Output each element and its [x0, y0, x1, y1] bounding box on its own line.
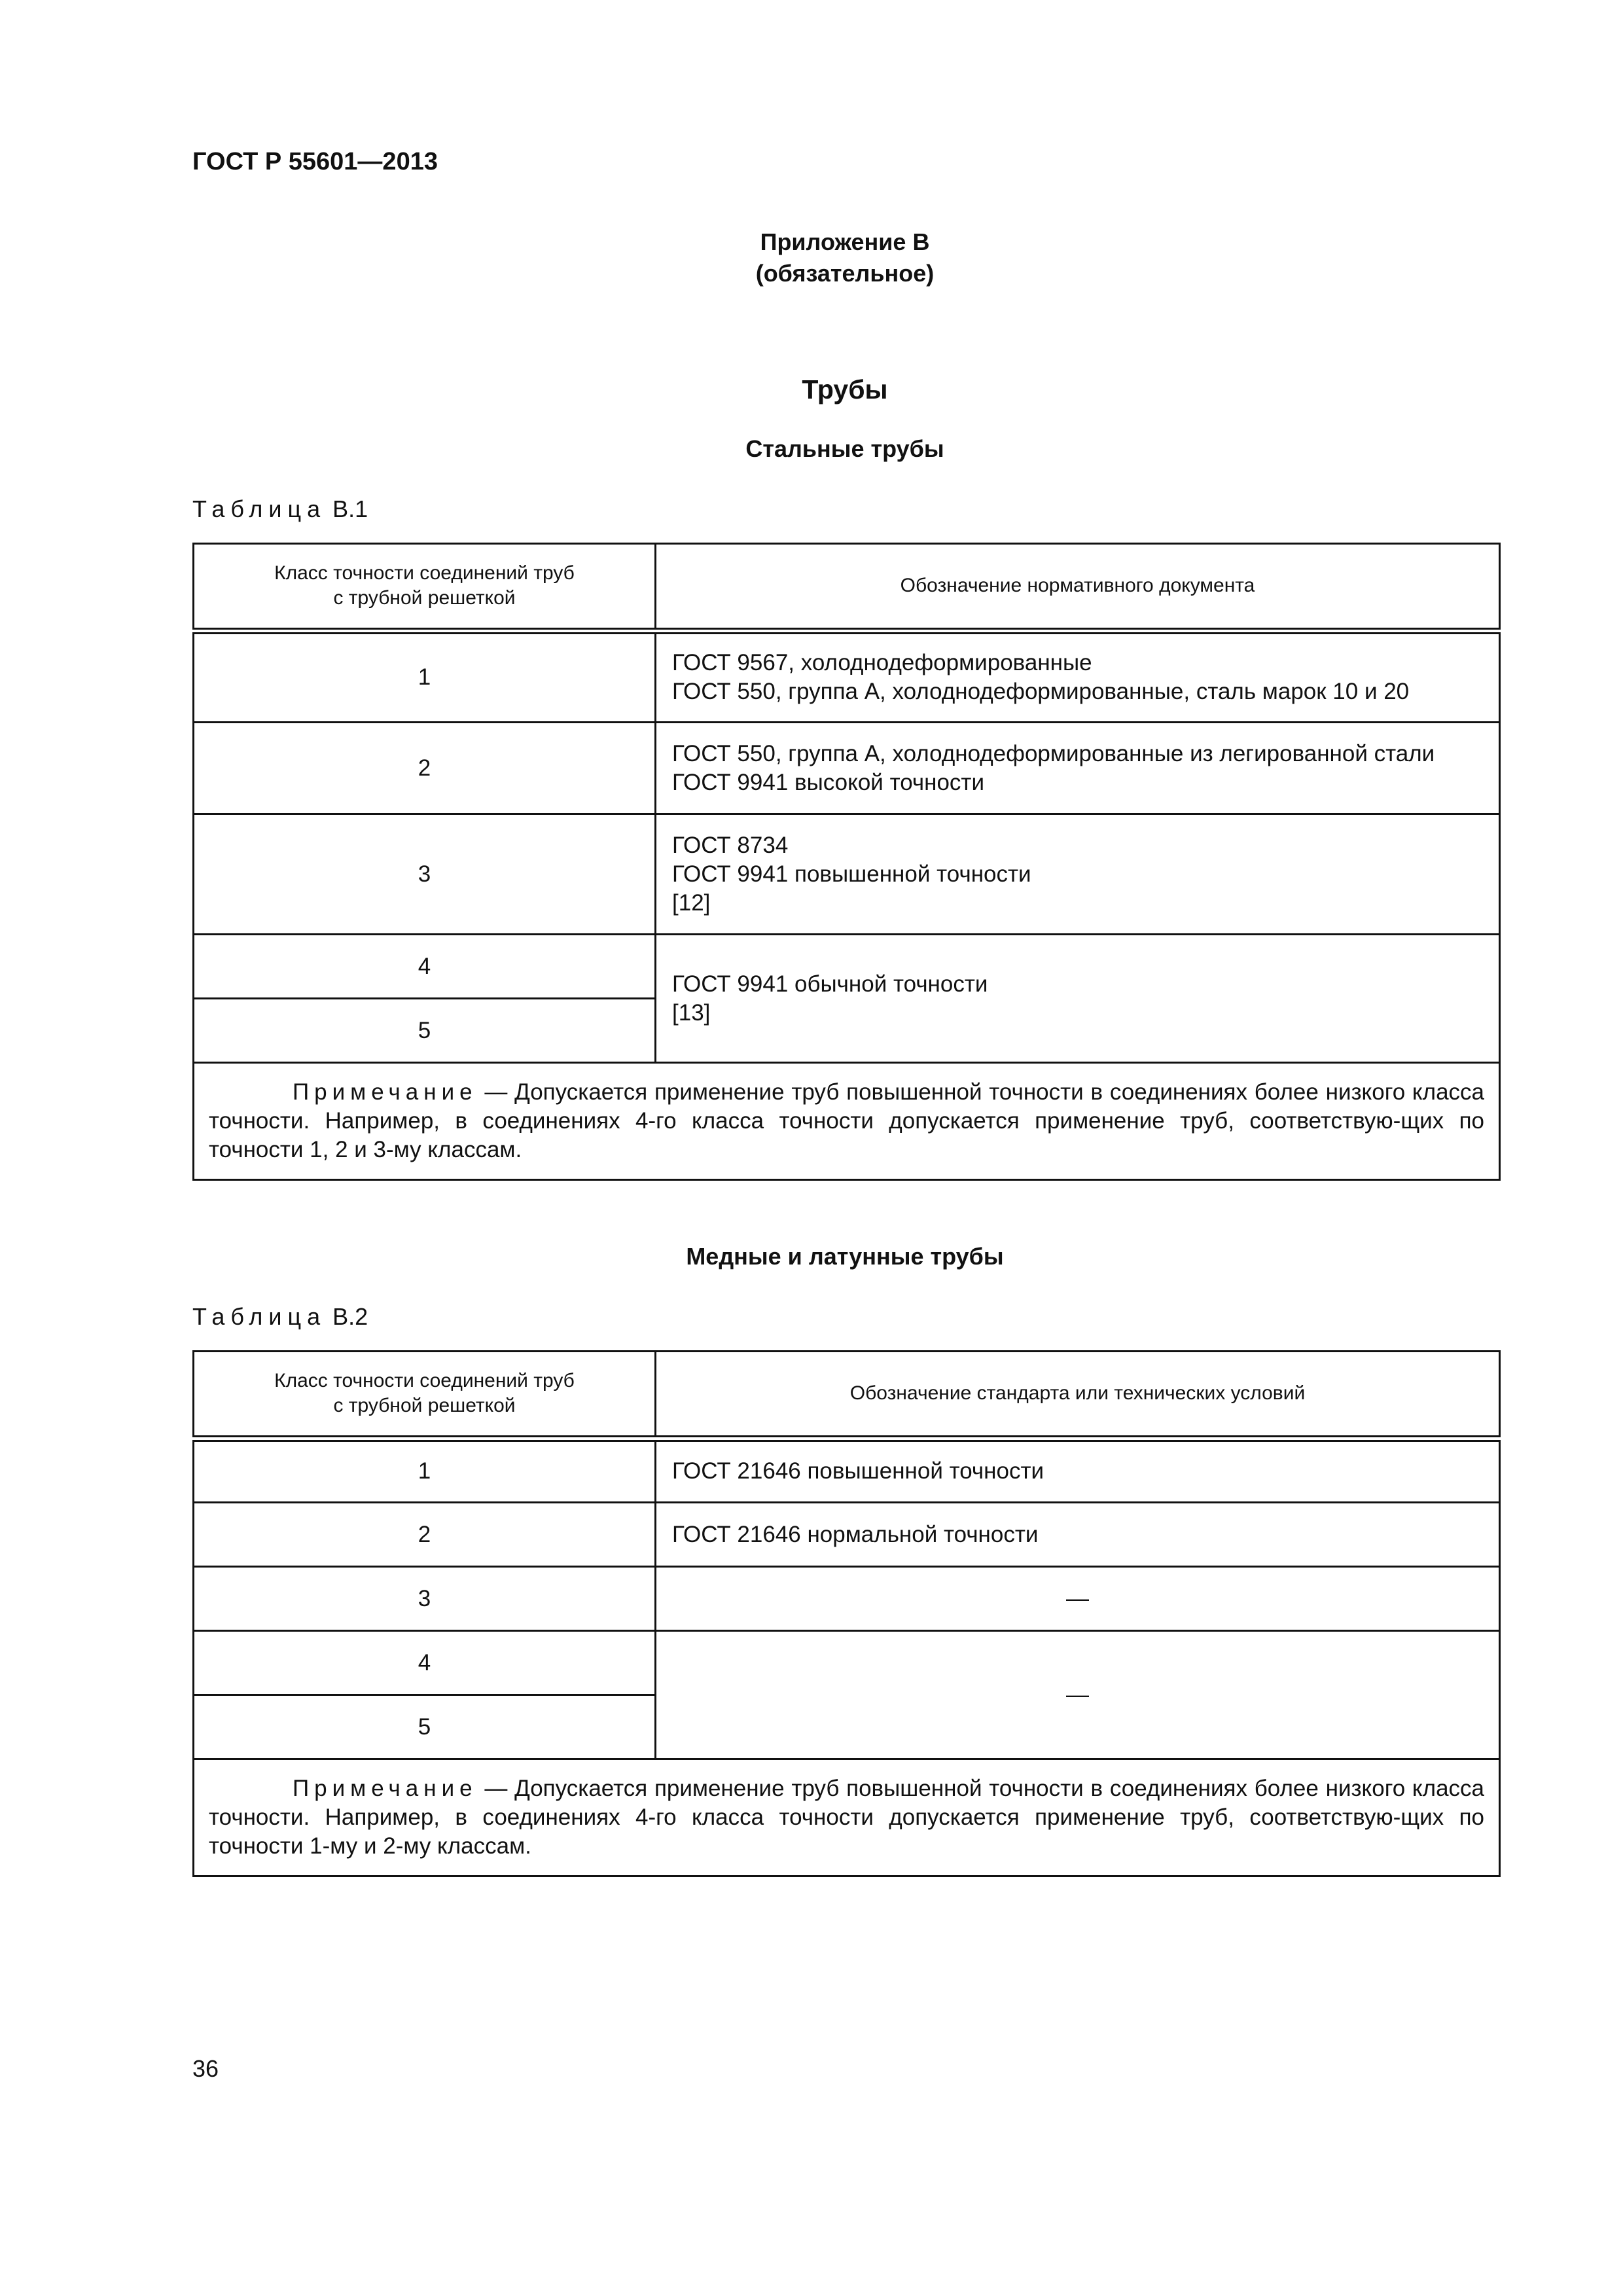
- header-text: с трубной решеткой: [333, 1395, 516, 1417]
- steel-pipes-subtitle: Стальные трубы: [745, 435, 944, 462]
- class-cell: 2: [194, 723, 656, 814]
- header-text: Класс точности соединений труб: [274, 562, 575, 584]
- cell-line: ГОСТ 550, группа А, холоднодеформированные, сталь марок 10 и 20: [672, 679, 1410, 705]
- copper-pipes-subtitle: Медные и латунные трубы: [686, 1243, 1004, 1270]
- table-row: [194, 935, 1500, 999]
- note-label: Примечание: [293, 1079, 478, 1105]
- class-cell: 1: [194, 631, 656, 723]
- class-cell: 5: [194, 999, 656, 1063]
- table-row: [194, 1631, 1500, 1695]
- cell-line: ГОСТ 8734: [672, 832, 789, 858]
- standard-cell: ГОСТ 21646 повышенной точности: [656, 1439, 1500, 1503]
- document-cell-merged: [656, 935, 1500, 1063]
- table-b2: [192, 1350, 1501, 1877]
- note-text: — Допускается применение труб повышенной точности в соединениях более низкого класса точности. Например, в соединениях 4-го класса точности допускается применение труб, соответствую-щих по точности 1-му и 2-му классам.: [209, 1776, 1484, 1859]
- class-cell: 5: [194, 1695, 656, 1759]
- class-cell: 4: [194, 935, 656, 999]
- appendix-title: Приложение В: [760, 228, 930, 255]
- note-row: [194, 1063, 1500, 1180]
- table-row: [194, 723, 1500, 814]
- class-cell: 3: [194, 1567, 656, 1631]
- note-row: [194, 1759, 1500, 1876]
- table-header-row: [194, 1352, 1500, 1439]
- header-cell-standard: Обозначение стандарта или технических условий: [656, 1352, 1500, 1439]
- header-cell-accuracy-class: [194, 1352, 656, 1439]
- table-number: В.1: [332, 495, 368, 522]
- class-cell: 2: [194, 1503, 656, 1567]
- header-cell-document: Обозначение нормативного документа: [656, 544, 1500, 631]
- table-header-row: [194, 544, 1500, 631]
- cell-line: ГОСТ 550, группа А, холоднодеформированные из легированной стали: [672, 740, 1435, 766]
- page-number: 36: [192, 2055, 219, 2082]
- standard-cell-merged: —: [656, 1631, 1500, 1759]
- header-text: Класс точности соединений труб: [274, 1370, 575, 1392]
- table-note: [194, 1759, 1500, 1876]
- class-cell: 4: [194, 1631, 656, 1695]
- table-note: [194, 1063, 1500, 1180]
- appendix-heading: [192, 226, 1497, 289]
- class-cell: 3: [194, 814, 656, 935]
- table-row: [194, 631, 1500, 723]
- document-cell: [656, 723, 1500, 814]
- standard-cell: —: [656, 1567, 1500, 1631]
- document-cell: [656, 631, 1500, 723]
- note-label: Примечание: [293, 1776, 478, 1801]
- table-row: [194, 814, 1500, 935]
- table-word: Таблица: [192, 495, 327, 522]
- table-b1: [192, 543, 1501, 1181]
- header-text: с трубной решеткой: [333, 587, 516, 609]
- standard-cell: ГОСТ 21646 нормальной точности: [656, 1503, 1500, 1567]
- cell-line: [13]: [672, 999, 711, 1026]
- table-word: Таблица: [192, 1303, 327, 1330]
- table-b1-label: [192, 495, 368, 523]
- note-text: — Допускается применение труб повышенной точности в соединениях более низкого класса точности. Например, в соединениях 4-го класса точности допускается применение труб, соответствую-щих по точности 1, 2 и 3-му классам.: [209, 1079, 1484, 1162]
- cell-line: [12]: [672, 889, 711, 916]
- cell-line: ГОСТ 9941 повышенной точности: [672, 861, 1031, 887]
- class-cell: 1: [194, 1439, 656, 1503]
- cell-line: ГОСТ 9941 высокой точности: [672, 769, 985, 795]
- appendix-status: (обязательное): [755, 260, 935, 287]
- table-row: [194, 1503, 1500, 1567]
- header-cell-accuracy-class: [194, 544, 656, 631]
- document-code: ГОСТ Р 55601—2013: [192, 148, 438, 175]
- table-number: В.2: [332, 1303, 368, 1330]
- section-title: Трубы: [802, 374, 888, 404]
- table-b2-label: [192, 1303, 368, 1331]
- table-row: [194, 1439, 1500, 1503]
- document-cell: [656, 814, 1500, 935]
- table-row: [194, 1567, 1500, 1631]
- cell-line: ГОСТ 9567, холоднодеформированные: [672, 650, 1092, 676]
- cell-line: ГОСТ 9941 обычной точности: [672, 971, 988, 997]
